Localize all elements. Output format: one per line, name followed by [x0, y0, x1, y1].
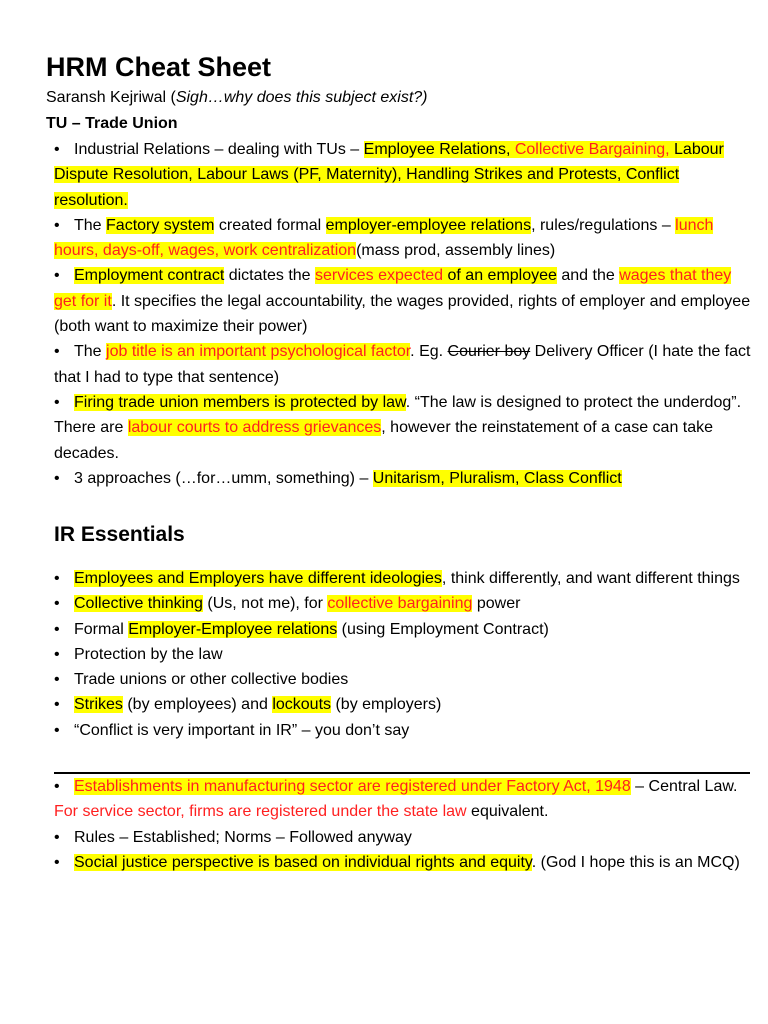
list-item	[54, 642, 754, 667]
text-segment: Delivery Officer (I hate the fact that I had to type that sentence)	[54, 343, 751, 386]
bullet-icon: •	[54, 696, 60, 714]
text-segment: created formal	[214, 216, 326, 234]
text-segment: 3 approaches (…for…umm, something) –	[74, 469, 373, 487]
list-item	[54, 263, 754, 339]
list-item	[54, 774, 754, 825]
byline	[46, 87, 428, 109]
text-segment: For service sector, firms are registered under the state law	[54, 803, 467, 821]
list-item	[54, 591, 754, 616]
text-segment: Unitarism, Pluralism, Class Conflict	[372, 469, 622, 487]
text-segment: Courier boy	[447, 343, 531, 361]
bullet-icon: •	[54, 645, 60, 663]
list-item	[54, 213, 754, 264]
text-segment: (by employers)	[331, 696, 442, 714]
text-segment: Labour Dispute Resolution, Labour Laws (PF, Maternity), Handling Strikes and Protests, Conflict resolution.	[54, 141, 724, 209]
text-segment: Social justice perspective is based on individual rights and equity	[74, 853, 532, 871]
trade-union-list	[54, 137, 754, 491]
list-item	[54, 566, 754, 591]
bullet-icon: •	[54, 469, 60, 487]
text-segment: Collective thinking	[74, 595, 203, 613]
byline-aside: Sigh…why does this subject exist?)	[175, 89, 428, 106]
text-segment: . (God I hope this is an MCQ)	[531, 853, 740, 871]
text-segment: . Eg.	[410, 343, 448, 361]
text-segment: Collective Bargaining,	[514, 141, 670, 158]
list-item	[54, 667, 754, 692]
text-segment: (using Employment Contract)	[337, 620, 549, 638]
ir-essentials-list	[54, 566, 754, 743]
text-segment: employer-employee relations	[325, 216, 532, 234]
text-segment: services expected	[315, 267, 444, 285]
text-segment: Employer-Employee relations	[128, 620, 338, 638]
text-segment: , think differently, and want different things	[441, 570, 740, 587]
text-segment: (Us, not me), for	[202, 595, 328, 613]
bullet-icon: •	[54, 570, 60, 587]
section-heading-ir-essentials: IR Essentials	[54, 523, 185, 546]
bullet-icon: •	[54, 620, 60, 638]
text-segment: Employment contract	[74, 267, 225, 285]
text-segment: , however the reinstatement of a case can take decades.	[54, 419, 714, 462]
list-item	[54, 825, 754, 850]
text-segment: . It specifies the legal accountability, the wages provided, rights of employer and employee (both want to maximize their power)	[54, 292, 751, 336]
text-segment: Establishments in manufacturing sector are registered under Factory Act, 1948	[74, 778, 631, 795]
text-segment: “Conflict is very important in IR” – you don’t say	[74, 721, 410, 739]
bullet-icon: •	[54, 828, 60, 846]
list-item	[54, 390, 754, 466]
text-segment: Factory system	[106, 216, 215, 234]
text-segment: (by employees) and	[122, 696, 273, 714]
bullet-icon: •	[54, 671, 60, 689]
text-segment: and the	[556, 267, 620, 285]
text-segment: Firing trade union members is protected by law	[74, 393, 406, 411]
section-heading-trade-union: TU – Trade Union	[46, 115, 178, 132]
bullet-icon: •	[54, 595, 60, 613]
text-segment: Rules – Established; Norms – Followed anyway	[74, 828, 412, 846]
text-segment: , rules/regulations –	[531, 216, 676, 234]
text-segment: power	[472, 595, 521, 613]
list-item	[54, 339, 754, 390]
text-segment: of an employee	[443, 267, 557, 285]
list-item	[54, 718, 754, 743]
text-segment: The	[74, 216, 107, 234]
text-segment: Trade unions or other collective bodies	[74, 671, 349, 689]
list-item	[54, 617, 754, 642]
text-segment: Formal	[74, 620, 129, 638]
text-segment: The	[74, 343, 107, 361]
list-item	[54, 137, 754, 213]
text-segment: Industrial Relations – dealing with TUs –	[74, 141, 364, 158]
text-segment: (mass prod, assembly lines)	[356, 242, 556, 260]
list-item	[54, 850, 754, 875]
bullet-icon: •	[54, 267, 60, 285]
bullet-icon: •	[54, 216, 60, 234]
bullet-icon: •	[54, 393, 60, 411]
text-segment: – Central Law.	[630, 778, 738, 795]
text-segment: labour courts to address grievances	[127, 419, 382, 437]
text-segment: lockouts	[272, 696, 332, 714]
additional-notes-list	[54, 774, 754, 875]
byline-author: Saransh Kejriwal (	[46, 89, 176, 106]
page-title: HRM Cheat Sheet	[46, 52, 272, 82]
bullet-icon: •	[54, 721, 60, 739]
text-segment: Employee Relations,	[363, 141, 515, 158]
text-segment: wages that they get for it	[54, 267, 732, 310]
text-segment: collective bargaining	[327, 595, 473, 613]
text-segment: Protection by the law	[74, 645, 223, 663]
text-segment: Employees and Employers have different ideologies	[74, 570, 442, 587]
text-segment: lunch hours, days-off, wages, work centralization	[54, 216, 714, 260]
list-item	[54, 466, 754, 491]
text-segment: equivalent.	[466, 803, 549, 821]
text-segment: Strikes	[74, 696, 123, 714]
text-segment: job title is an important psychological factor	[106, 343, 411, 361]
bullet-icon: •	[54, 853, 60, 871]
bullet-icon: •	[54, 778, 60, 795]
bullet-icon: •	[54, 343, 60, 361]
bullet-icon: •	[54, 141, 60, 158]
text-segment: . “The law is designed to protect the underdog”. There are	[54, 393, 742, 437]
list-item	[54, 692, 754, 717]
text-segment: dictates the	[224, 267, 315, 285]
